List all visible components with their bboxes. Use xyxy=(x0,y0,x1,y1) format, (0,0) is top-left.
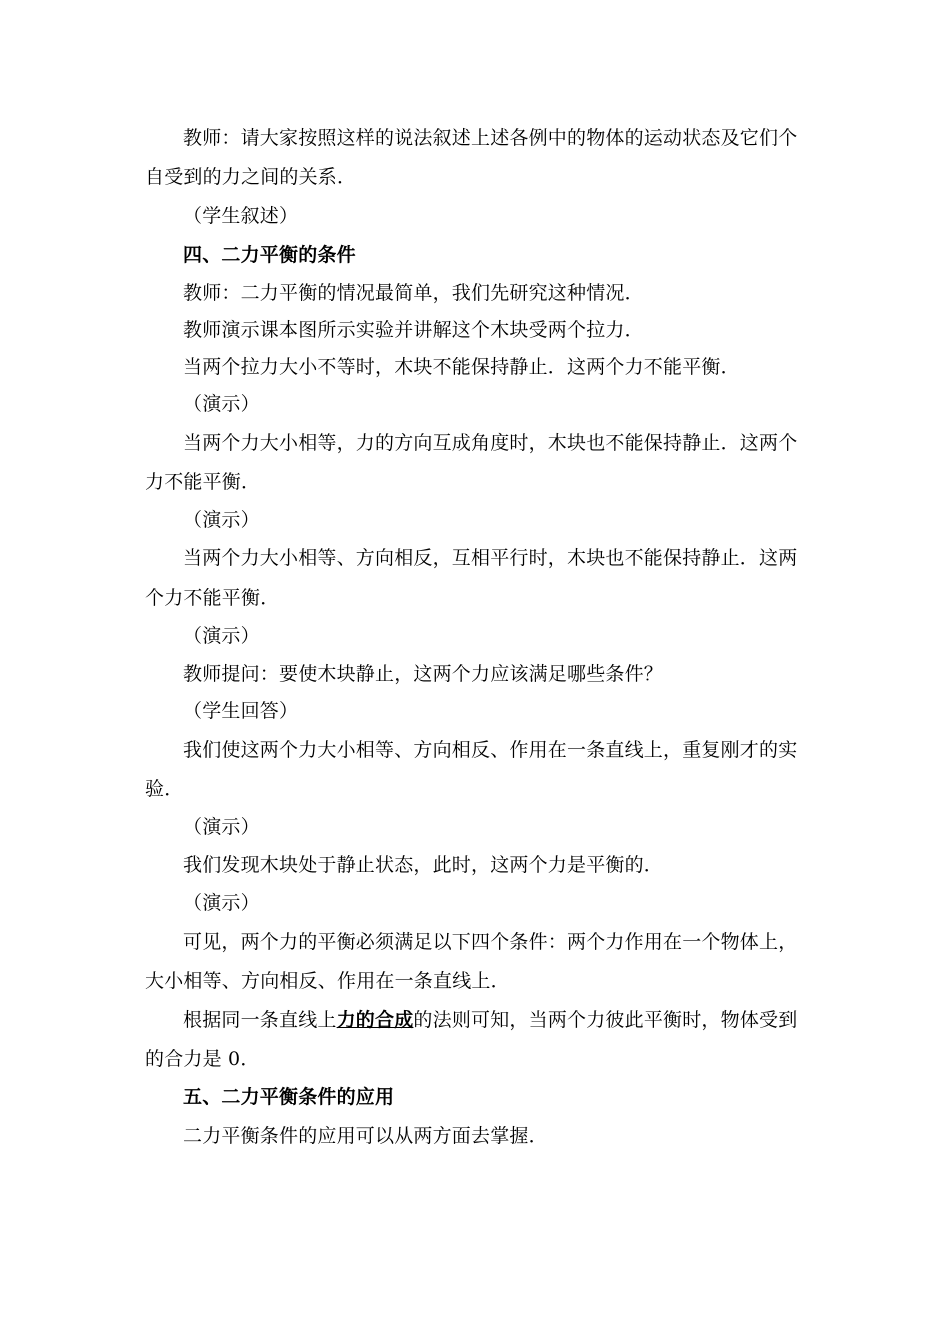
paragraph-line: （演示） xyxy=(183,892,260,914)
paragraph-line: 当两个力大小相等、方向相反，互相平行时，木块也不能保持静止．这两 xyxy=(183,547,798,569)
text-span: 根据同一条直线上 xyxy=(183,1009,337,1031)
paragraph-line: 可见，两个力的平衡必须满足以下四个条件：两个力作用在一个物体上， xyxy=(183,931,798,953)
paragraph-line: （学生回答） xyxy=(183,700,299,722)
paragraph-line: （学生叙述） xyxy=(183,205,299,227)
paragraph-line: 二力平衡条件的应用可以从两方面去掌握． xyxy=(183,1125,548,1147)
paragraph-line: （演示） xyxy=(183,393,260,415)
paragraph-line: 教师提问：要使木块静止，这两个力应该满足哪些条件？ xyxy=(183,663,664,685)
paragraph-line: 我们使这两个力大小相等、方向相反、作用在一条直线上，重复刚才的实 xyxy=(183,739,798,761)
paragraph-line xyxy=(183,1008,797,1032)
paragraph-line: 个力不能平衡． xyxy=(145,587,280,609)
paragraph-line: 当两个拉力大小不等时，木块不能保持静止．这两个力不能平衡． xyxy=(183,356,740,378)
paragraph-line: 当两个力大小相等，力的方向互成角度时，木块也不能保持静止．这两个 xyxy=(183,432,798,454)
paragraph-line: 教师：请大家按照这样的说法叙述上述各例中的物体的运动状态及它们个 xyxy=(183,127,798,149)
paragraph-line: 大小相等、方向相反、作用在一条直线上． xyxy=(145,970,510,992)
paragraph-line: 我们发现木块处于静止状态，此时，这两个力是平衡的． xyxy=(183,854,664,876)
paragraph-line: （演示） xyxy=(183,625,260,647)
section-heading: 五、二力平衡条件的应用 xyxy=(183,1086,395,1108)
paragraph-line: 验． xyxy=(145,778,184,800)
text-span: 的法则可知，当两个力彼此平衡时，物体受到 xyxy=(413,1009,798,1031)
paragraph-line: 教师：二力平衡的情况最简单，我们先研究这种情况． xyxy=(183,282,644,304)
paragraph-line: 教师演示课本图所示实验并讲解这个木块受两个拉力． xyxy=(183,319,644,341)
paragraph-line: （演示） xyxy=(183,816,260,838)
force-composition-link[interactable]: 力的合成 xyxy=(336,1009,414,1031)
section-heading: 四、二力平衡的条件 xyxy=(183,244,356,266)
paragraph-line: 自受到的力之间的关系． xyxy=(145,166,357,188)
paragraph-line: 力不能平衡． xyxy=(145,471,261,493)
paragraph-line: 的合力是 0． xyxy=(145,1048,260,1070)
paragraph-line: （演示） xyxy=(183,509,260,531)
